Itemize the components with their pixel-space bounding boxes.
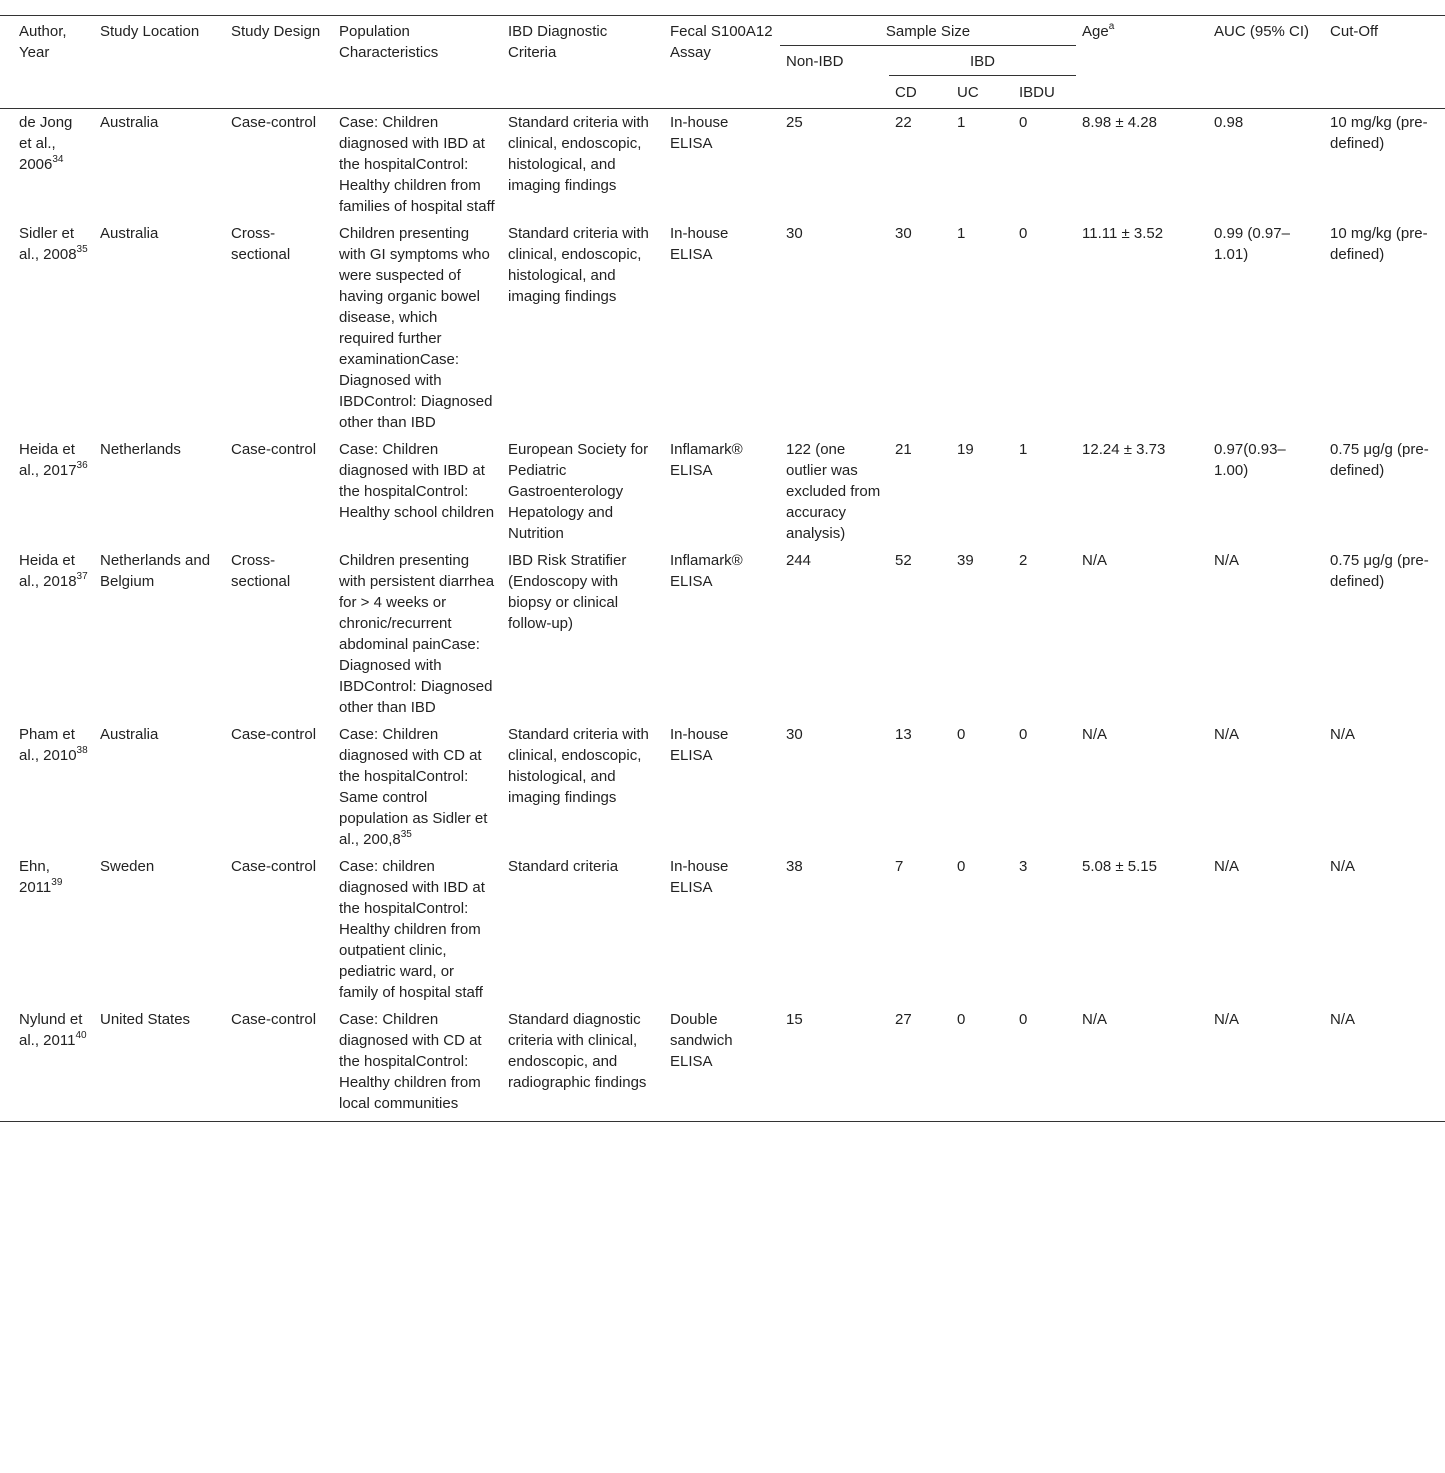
cell-auc: N/A	[1214, 858, 1240, 875]
author-text: de Jong et al., 2006	[19, 114, 73, 173]
cell-author	[0, 721, 94, 853]
cell-assay: Inflamark® ELISA	[670, 552, 743, 590]
cell-cutoff: N/A	[1324, 1006, 1445, 1122]
header-location: Study Location	[94, 16, 225, 109]
cell-assay: Double sandwich ELISA	[664, 1006, 780, 1122]
cell-location: Netherlands and Belgium	[100, 552, 211, 590]
header-age	[1076, 16, 1208, 109]
author-text: Heida et al., 2018	[19, 552, 77, 590]
cell-age: 11.11 ± 3.52	[1082, 225, 1164, 242]
header-age-footnote: a	[1108, 21, 1115, 32]
cell-design: Case-control	[231, 726, 317, 743]
cell-auc: N/A	[1214, 726, 1240, 743]
cell-location: United States	[94, 1006, 225, 1122]
author-text: Pham et al., 2010	[19, 726, 77, 764]
header-design: Study Design	[225, 16, 333, 109]
header-sample-size: Sample Size	[780, 16, 1076, 46]
cell-population: Case: children diagnosed with IBD at the hospitalControl: Healthy children from outpatient clinic, pediatric ward, or family of hospital staff	[339, 858, 485, 1001]
cell-criteria: Standard criteria with clinical, endoscopic, histological, and imaging findings	[508, 225, 649, 305]
study-characteristics-table	[0, 15, 1445, 1122]
reference-number: 36	[76, 460, 88, 471]
cell-auc: N/A	[1214, 552, 1240, 569]
table-row	[0, 547, 1445, 721]
reference-number: 40	[75, 1030, 87, 1041]
reference-number: 37	[76, 571, 88, 582]
cell-location: Sweden	[100, 858, 155, 875]
cell-non-ibd: 244	[786, 552, 812, 569]
header-population: Population Characteristics	[333, 16, 502, 109]
cell-location: Australia	[100, 225, 159, 242]
cell-uc: 0	[951, 1006, 1013, 1122]
cell-age: N/A	[1082, 552, 1108, 569]
cell-cutoff: N/A	[1330, 726, 1356, 743]
cell-age: N/A	[1082, 726, 1108, 743]
cell-cd: 30	[895, 225, 912, 242]
cell-criteria: Standard criteria with clinical, endoscopic, histological, and imaging findings	[508, 114, 649, 194]
cell-assay: In-house ELISA	[670, 225, 729, 263]
reference-number: 35	[400, 829, 412, 840]
cell-cutoff: 10 mg/kg (pre-defined)	[1330, 114, 1428, 152]
table-row	[0, 220, 1445, 436]
header-criteria: IBD Diagnostic Criteria	[502, 16, 664, 109]
reference-number: 38	[76, 745, 88, 756]
cell-cd: 27	[889, 1006, 951, 1122]
cell-assay: In-house ELISA	[670, 858, 729, 896]
cell-uc: 0	[957, 726, 966, 743]
cell-design: Cross-sectional	[231, 225, 291, 263]
header-ibd: IBD	[889, 46, 1076, 76]
cell-auc: 0.98	[1214, 114, 1244, 131]
cell-design: Case-control	[231, 114, 317, 131]
cell-author	[0, 436, 94, 547]
cell-cd: 52	[895, 552, 912, 569]
header-non-ibd: Non-IBD	[780, 46, 889, 109]
study-table-container	[0, 15, 1445, 1122]
cell-auc: 0.99 (0.97–1.01)	[1214, 225, 1290, 263]
cell-assay: In-house ELISA	[670, 726, 729, 764]
cell-auc: N/A	[1208, 1006, 1324, 1122]
cell-cd: 21	[895, 441, 912, 458]
cell-ibdu: 0	[1013, 1006, 1076, 1122]
cell-criteria: European Society for Pediatric Gastroenterology Hepatology and Nutrition	[508, 441, 649, 542]
cell-author	[0, 220, 94, 436]
cell-ibdu: 0	[1019, 726, 1028, 743]
cell-criteria: Standard diagnostic criteria with clinical, endoscopic, and radiographic findings	[502, 1006, 664, 1122]
cell-cutoff: 0.75 μg/g (pre-defined)	[1330, 552, 1429, 590]
cell-ibdu: 1	[1019, 441, 1028, 458]
table-row	[0, 109, 1445, 221]
cell-design: Case-control	[225, 1006, 333, 1122]
cell-criteria: Standard criteria with clinical, endoscopic, histological, and imaging findings	[508, 726, 649, 806]
header-cd: CD	[889, 76, 951, 109]
cell-criteria: IBD Risk Stratifier (Endoscopy with biopsy or clinical follow-up)	[508, 552, 627, 632]
table-row	[0, 436, 1445, 547]
cell-location: Australia	[100, 114, 159, 131]
cell-non-ibd: 15	[780, 1006, 889, 1122]
cell-author	[0, 853, 94, 1006]
cell-cd: 13	[895, 726, 912, 743]
cell-criteria: Standard criteria	[508, 858, 619, 875]
reference-number: 34	[52, 154, 64, 165]
cell-author	[0, 109, 94, 221]
cell-uc: 39	[957, 552, 974, 569]
header-author: Author, Year	[0, 16, 94, 109]
cell-ibdu: 2	[1019, 552, 1028, 569]
cell-population: Case: Children diagnosed with IBD at the hospitalControl: Healthy children from families of hospital staff	[339, 114, 495, 215]
cell-population: Case: Children diagnosed with IBD at the hospitalControl: Healthy school children	[339, 441, 495, 521]
author-text: Ehn, 2011	[19, 858, 52, 896]
cell-ibdu: 3	[1019, 858, 1028, 875]
reference-number: 39	[51, 877, 63, 888]
header-ibdu: IBDU	[1013, 76, 1076, 109]
cell-non-ibd: 122 (one outlier was excluded from accuracy analysis)	[786, 441, 881, 542]
cell-cd: 7	[895, 858, 904, 875]
cell-non-ibd: 30	[786, 726, 803, 743]
author-text: Nylund et al., 2011	[19, 1011, 83, 1049]
cell-cutoff: N/A	[1330, 858, 1356, 875]
cell-age: 5.08 ± 5.15	[1082, 858, 1157, 875]
table-row	[0, 1006, 1445, 1122]
cell-population: Case: Children diagnosed with CD at the hospitalControl: Healthy children from local communities	[333, 1006, 502, 1122]
cell-population: Children presenting with GI symptoms who were suspected of having organic bowel disease, which required further examinationCase: Diagnosed with IBDControl: Diagnosed other than IBD	[339, 225, 493, 431]
header-cutoff: Cut-Off	[1324, 16, 1445, 109]
cell-uc: 19	[957, 441, 974, 458]
population-text: Case: Children diagnosed with CD at the hospitalControl: Same control population as Sidler et al., 200,8	[339, 726, 488, 848]
cell-ibdu: 0	[1019, 225, 1028, 242]
cell-design: Cross-sectional	[231, 552, 291, 590]
cell-location: Australia	[100, 726, 159, 743]
cell-age: N/A	[1076, 1006, 1208, 1122]
cell-cd: 22	[895, 114, 912, 131]
cell-uc: 1	[957, 225, 966, 242]
cell-assay: In-house ELISA	[670, 114, 729, 152]
author-text: Sidler et al., 2008	[19, 225, 77, 263]
reference-number: 35	[76, 244, 88, 255]
cell-uc: 0	[957, 858, 966, 875]
header-auc: AUC (95% CI)	[1208, 16, 1324, 109]
cell-design: Case-control	[231, 441, 317, 458]
cell-design: Case-control	[231, 858, 317, 875]
header-uc: UC	[951, 76, 1013, 109]
table-body	[0, 109, 1445, 1122]
cell-age: 8.98 ± 4.28	[1082, 114, 1157, 131]
cell-author	[0, 547, 94, 721]
cell-cutoff: 0.75 μg/g (pre-defined)	[1330, 441, 1429, 479]
table-header	[0, 16, 1445, 109]
table-row	[0, 721, 1445, 853]
cell-auc: 0.97(0.93–1.00)	[1214, 441, 1286, 479]
cell-non-ibd: 38	[786, 858, 803, 875]
cell-author	[0, 1006, 94, 1122]
cell-non-ibd: 30	[786, 225, 803, 242]
header-assay: Fecal S100A12 Assay	[664, 16, 780, 109]
cell-location: Netherlands	[100, 441, 181, 458]
cell-cutoff: 10 mg/kg (pre-defined)	[1330, 225, 1428, 263]
cell-population: Children presenting with persistent diarrhea for > 4 weeks or chronic/recurrent abdominal painCase: Diagnosed with IBDControl: Diagnosed other than IBD	[339, 552, 495, 716]
author-text: Heida et al., 2017	[19, 441, 77, 479]
cell-ibdu: 0	[1019, 114, 1028, 131]
cell-age: 12.24 ± 3.73	[1082, 441, 1166, 458]
header-age-label: Age	[1082, 23, 1109, 40]
cell-uc: 1	[957, 114, 966, 131]
cell-assay: Inflamark® ELISA	[670, 441, 743, 479]
table-row	[0, 853, 1445, 1006]
cell-non-ibd: 25	[786, 114, 803, 131]
cell-population	[333, 721, 502, 853]
